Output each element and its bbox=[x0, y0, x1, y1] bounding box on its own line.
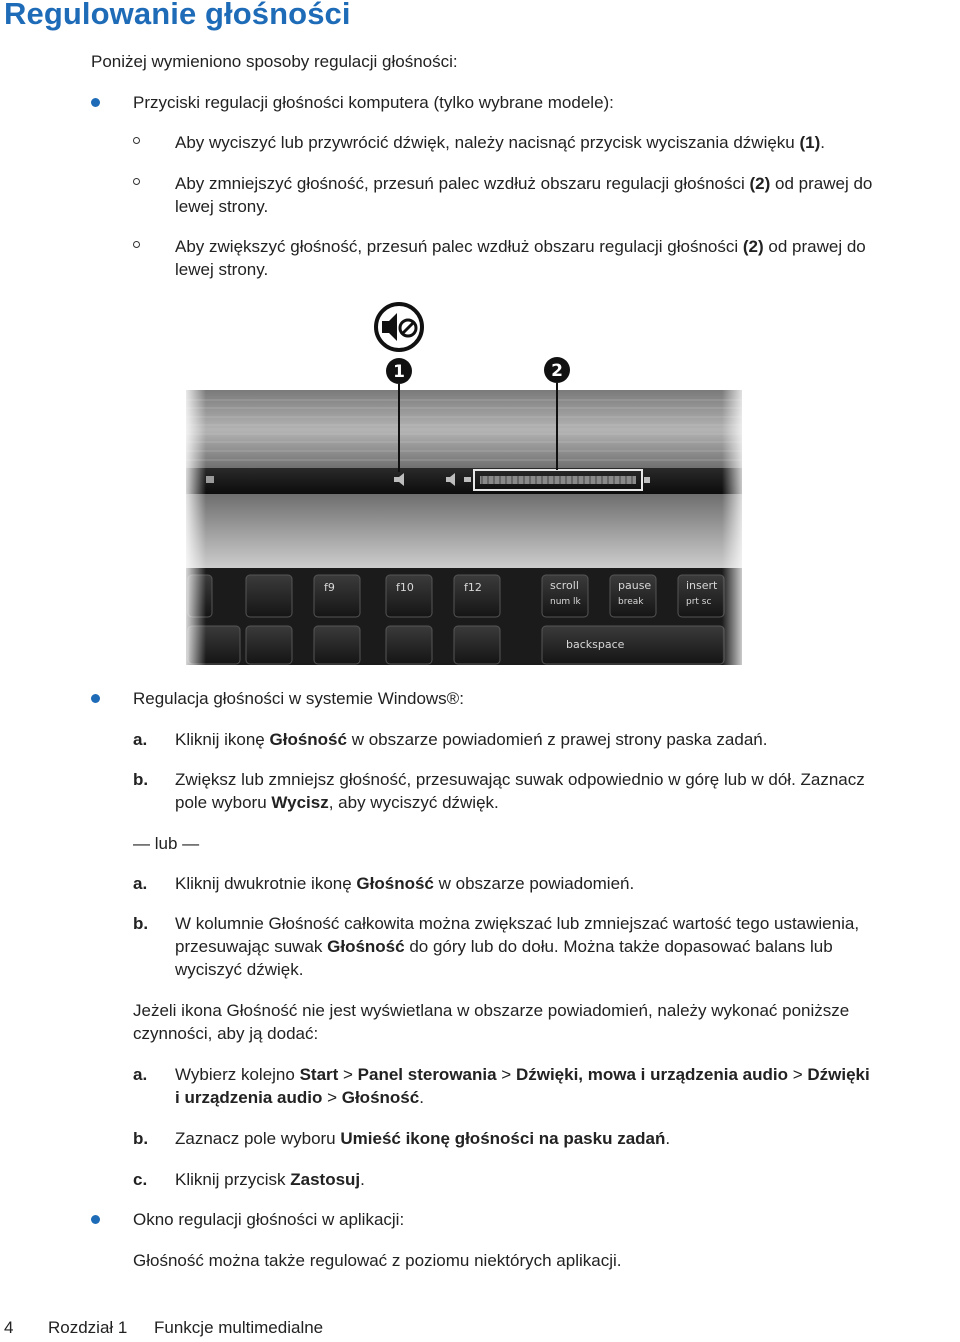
step-label: b. bbox=[133, 1129, 149, 1148]
step-b-text: Zwiększ lub zmniejsz głośność, przesuwając suwak odpowiednio w górę lub w dół. Zaznacz bbox=[175, 770, 865, 789]
bullet1-heading: Przyciski regulacji głośności komputera (tylko wybrane modele): bbox=[133, 93, 614, 112]
key-scroll-sub: num lk bbox=[550, 597, 581, 607]
step-label: a. bbox=[133, 730, 148, 749]
step-a2-text: Kliknij dwukrotnie ikonę Głośność w obszarze powiadomień. bbox=[175, 874, 635, 893]
note-text: Jeżeli ikona Głośność nie jest wyświetlana w obszarze powiadomień, należy wykonać poniższe bbox=[133, 1001, 850, 1020]
key-f9-label: f9 bbox=[324, 581, 335, 594]
step-b-text-line2: pole wyboru Wycisz, aby wyciszyć dźwięk. bbox=[175, 793, 499, 812]
setup-step-b: Zaznacz pole wyboru Umieść ikonę głośności na pasku zadań. bbox=[175, 1129, 671, 1148]
key-pause-label: pause bbox=[618, 579, 652, 592]
step-label: c. bbox=[133, 1170, 148, 1189]
laptop-volume-figure bbox=[182, 300, 748, 665]
key-pause-sub: break bbox=[618, 597, 644, 607]
footer-chapter: Rozdział 1 bbox=[48, 1318, 128, 1337]
sub-bullet bbox=[133, 137, 140, 144]
sub-item-3-line2: lewej strony. bbox=[175, 260, 269, 279]
or-separator: — lub — bbox=[133, 834, 200, 853]
step-b2-text: W kolumnie Głośność całkowita można zwiększać lub zmniejszać wartość tego ustawienia, bbox=[175, 914, 860, 933]
step-label: b. bbox=[133, 914, 149, 933]
sub-item-3: Aby zwiększyć głośność, przesuń palec wzdłuż obszaru regulacji głośności (2) od prawej do bbox=[175, 237, 866, 256]
key-backspace-label: backspace bbox=[566, 638, 625, 651]
intro-text: Poniżej wymieniono sposoby regulacji głośności: bbox=[91, 52, 458, 71]
step-a-text: Kliknij ikonę Głośność w obszarze powiadomień z prawej strony paska zadań. bbox=[175, 730, 768, 749]
step-b2-text-line3: wyciszyć dźwięk. bbox=[175, 960, 304, 979]
setup-step-c: Kliknij przycisk Zastosuj. bbox=[175, 1170, 365, 1189]
key-f10-label: f10 bbox=[396, 581, 414, 594]
sub-item-1: Aby wyciszyć lub przywrócić dźwięk, należy nacisnąć przycisk wyciszania dźwięku (1). bbox=[175, 133, 825, 152]
key-f12-label: f12 bbox=[464, 581, 482, 594]
sub-bullet bbox=[133, 241, 140, 248]
key-scroll-label: scroll bbox=[550, 579, 579, 592]
bullet3-heading: Okno regulacji głośności w aplikacji: bbox=[133, 1210, 405, 1229]
setup-step-a: Wybierz kolejno Start > Panel sterowania > Dźwięki, mowa i urządzenia audio > Dźwięki bbox=[175, 1065, 870, 1084]
mute-icon bbox=[376, 304, 422, 350]
key-insert-sub: prt sc bbox=[686, 597, 712, 607]
bullet2-heading: Regulacja głośności w systemie Windows®: bbox=[133, 689, 464, 708]
sub-bullet bbox=[133, 178, 140, 185]
footer-section: Funkcje multimedialne bbox=[154, 1318, 324, 1337]
setup-step-a-line2: i urządzenia audio > Głośność. bbox=[175, 1088, 424, 1107]
page-title: Regulowanie głośności bbox=[4, 0, 351, 31]
bullet-dot bbox=[91, 98, 100, 107]
step-label: a. bbox=[133, 874, 148, 893]
page-number: 4 bbox=[4, 1318, 14, 1337]
bullet-dot bbox=[91, 1215, 100, 1224]
sub-item-2: Aby zmniejszyć głośność, przesuń palec wzdłuż obszaru regulacji głośności (2) od prawej do bbox=[175, 174, 873, 193]
bullet-dot bbox=[91, 694, 100, 703]
step-label: a. bbox=[133, 1065, 148, 1084]
svg-text:2: 2 bbox=[551, 361, 563, 381]
step-b2-text-line2: przesuwając suwak Głośność do góry lub do dołu. Można także dopasować balans lub bbox=[175, 937, 833, 956]
note-text-line2: czynności, aby ją dodać: bbox=[133, 1024, 319, 1043]
key-insert-label: insert bbox=[686, 579, 718, 592]
sub-item-2-line2: lewej strony. bbox=[175, 197, 269, 216]
svg-text:1: 1 bbox=[393, 362, 405, 382]
bullet3-text: Głośność można także regulować z poziomu niektórych aplikacji. bbox=[133, 1251, 622, 1270]
step-label: b. bbox=[133, 770, 149, 789]
